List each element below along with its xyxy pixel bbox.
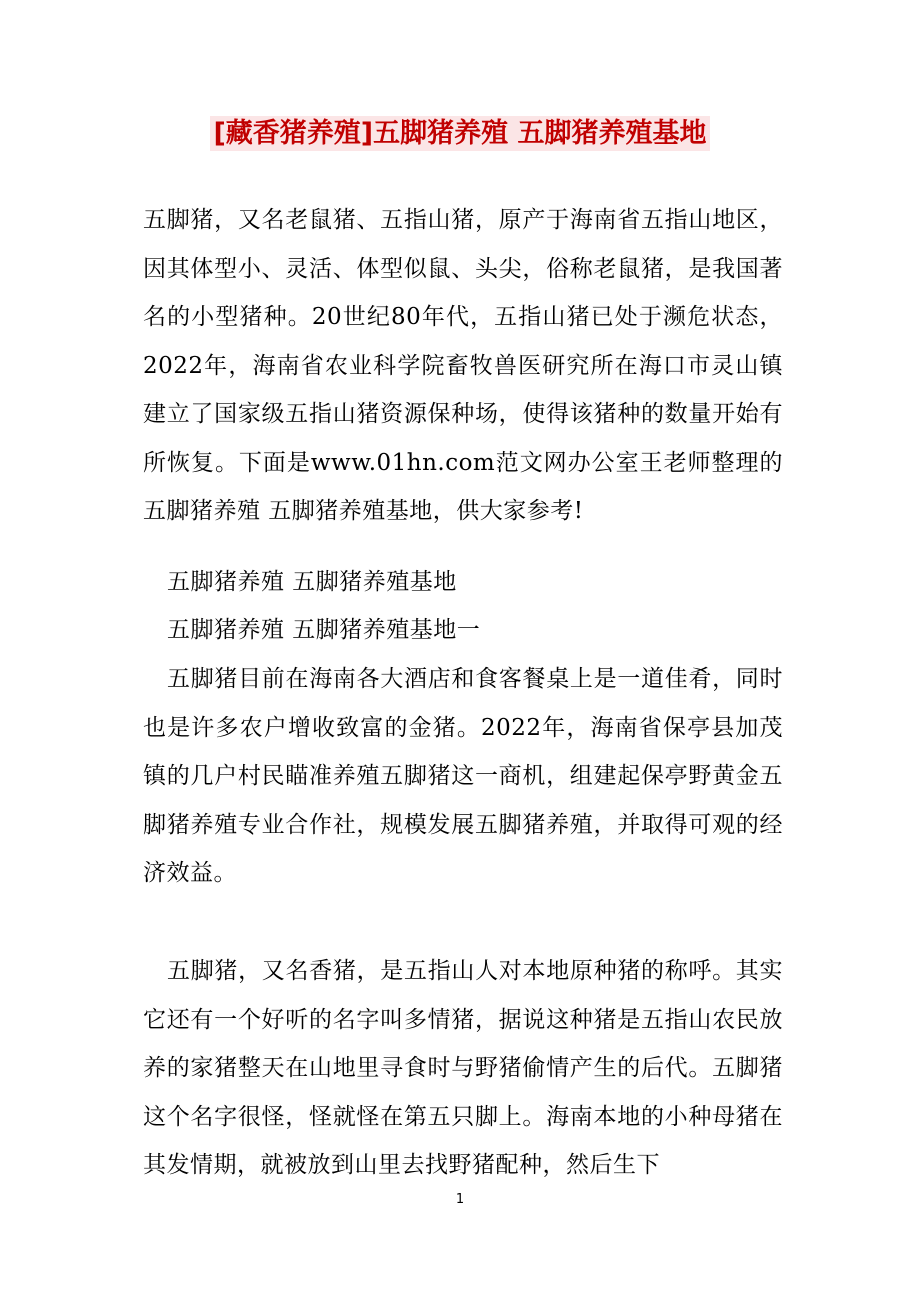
paragraph-cooperative: 五脚猪目前在海南各大酒店和食客餐桌上是一道佳肴，同时也是许多农户增收致富的金猪。2022年，海南省保亭县加茂镇的几户村民瞄准养殖五脚猪这一商机，组建起保亭野黄金五脚猪养殖专业合作社，规模发展五脚猪养殖，并取得可观的经济效益。 xyxy=(143,666,783,886)
paragraph-intro: 五脚猪，又名老鼠猪、五指山猪，原产于海南省五指山地区，因其体型小、灵活、体型似鼠、头尖，俗称老鼠猪，是我国著名的小型猪种。20世纪80年代，五指山猪已处于濒危状态，2022年，海南省农业科学院畜牧兽医研究所在海口市灵山镇建立了国家级五指山猪资源保种场，使得该猪种的数量开始有所恢复。下面是www.01hn.com范文网办公室王老师整理的五脚猪养殖 五脚猪养殖基地，供大家参考! xyxy=(143,207,783,524)
section-heading: 五脚猪养殖 五脚猪养殖基地一 xyxy=(167,617,481,643)
subheading: 五脚猪养殖 五脚猪养殖基地 xyxy=(167,569,457,595)
page-number: 1 xyxy=(455,1192,465,1207)
document-title xyxy=(0,112,920,156)
document-title-text: [藏香猪养殖]五脚猪养殖 五脚猪养殖基地 xyxy=(210,116,709,151)
paragraph-name-origin: 五脚猪，又名香猪，是五指山人对本地原种猪的称呼。其实它还有一个好听的名字叫多情猪，据说这种猪是五指山农民放养的家猪整天在山地里寻食时与野猪偷情产生的后代。五脚猪这个名字很怪，怪就怪在第五只脚上。海南本地的小种母猪在其发情期，就被放到山里去找野猪配种，然后生下 xyxy=(143,958,783,1178)
